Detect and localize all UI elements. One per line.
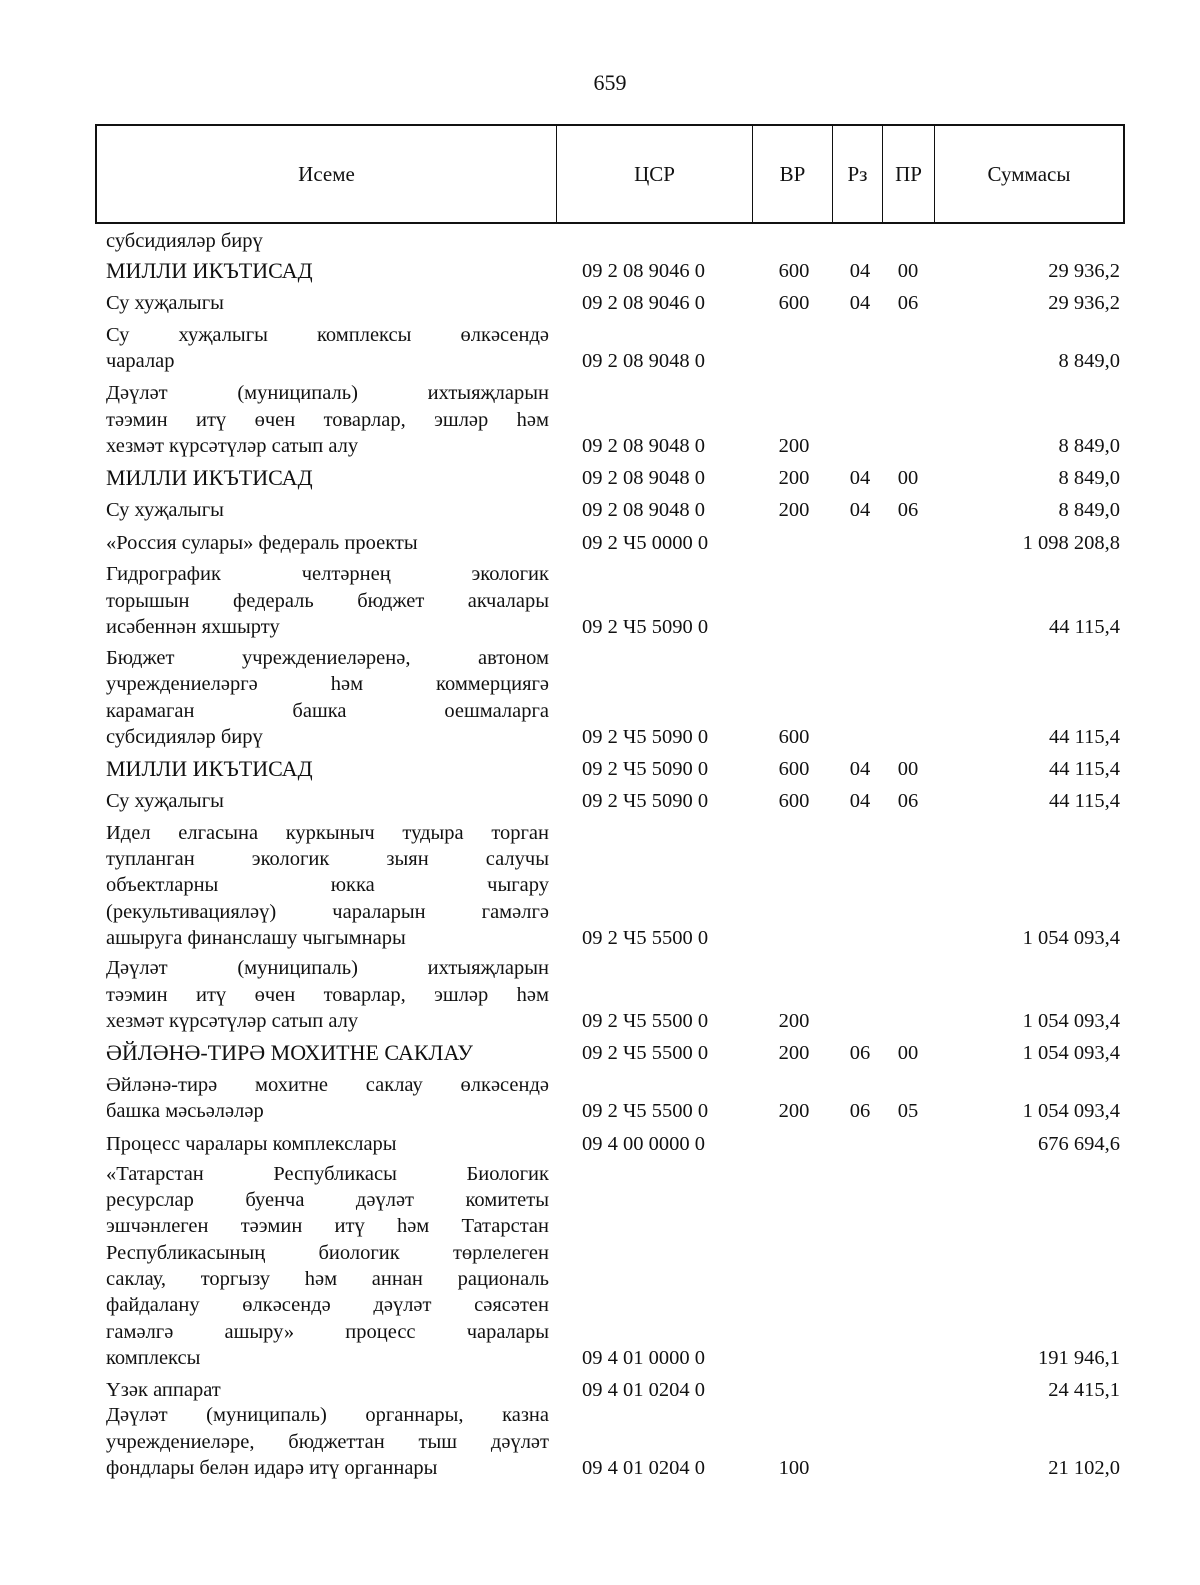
row-name-line: субсидияләр бирү: [106, 230, 263, 252]
row-sum: 29 936,2: [1048, 292, 1120, 314]
row-name: [106, 228, 549, 254]
row-sum: 1 054 093,4: [1022, 926, 1120, 949]
row-rz: 06: [849, 1099, 871, 1122]
row-rz: 04: [849, 292, 871, 314]
row-sum: 1 054 093,4: [1022, 1042, 1120, 1064]
row-name: [106, 756, 549, 782]
row-name-line: учреждениеләргә һәм коммерциягә: [106, 673, 549, 696]
row-name-line: Гидрографик челтәрнең экологик: [106, 563, 549, 586]
row-name-line: объектларны юкка чыгару: [106, 874, 549, 897]
table-row: [0, 1377, 1200, 1403]
table-row: [0, 465, 1200, 491]
row-csr: 09 4 01 0000 0: [582, 1346, 705, 1369]
table-row: [0, 497, 1200, 523]
header-sum: Суммасы: [987, 161, 1071, 186]
row-name-line: Су хуҗалыгы: [106, 499, 224, 521]
row-name-line: комплексы: [106, 1346, 201, 1369]
row-pr: 00: [897, 467, 919, 489]
row-name: [106, 322, 549, 375]
row-name-line: башка мәсьәләләр: [106, 1099, 264, 1122]
row-name: [106, 1402, 549, 1481]
row-name-line: тәэмин итү өчен товарлар, эшләр һәм: [106, 408, 549, 431]
table-row: [0, 788, 1200, 814]
table-row: [0, 820, 1200, 952]
row-rz: 04: [849, 260, 871, 282]
row-pr: 00: [897, 260, 919, 282]
row-name-line: тәэмин итү өчен товарлар, эшләр һәм: [106, 983, 549, 1006]
row-name: [106, 290, 549, 316]
table-row: [0, 1040, 1200, 1066]
table-row: [0, 1131, 1200, 1157]
row-sum: 21 102,0: [1048, 1456, 1120, 1479]
row-sum: 8 849,0: [1058, 434, 1120, 457]
row-sum: 191 946,1: [1038, 1346, 1120, 1369]
table-row: [0, 645, 1200, 750]
header-name: Исеме: [97, 126, 557, 222]
row-sum: 29 936,2: [1048, 260, 1120, 282]
row-name: [106, 1161, 549, 1371]
row-name-line: Су хуҗалыгы комплексы өлкәсендә: [106, 323, 549, 346]
row-name-line: тупланган экологик зыян салучы: [106, 848, 549, 871]
table-row: [0, 955, 1200, 1034]
row-name-line: Су хуҗалыгы: [106, 790, 224, 812]
row-name-line: Дәүләт (муниципаль) ихтыяҗларын: [106, 382, 549, 405]
row-name-line: «Россия сулары» федераль проекты: [106, 532, 418, 554]
row-name-line: исәбеннән яхшырту: [106, 615, 280, 638]
row-sum: 676 694,6: [1038, 1133, 1120, 1155]
table-row: [0, 756, 1200, 782]
row-pr: 06: [897, 292, 919, 314]
row-csr: 09 2 Ч5 0000 0: [582, 532, 709, 554]
row-csr: 09 4 01 0204 0: [582, 1456, 705, 1479]
table-row: [0, 561, 1200, 640]
row-name-line: Идел елгасына куркыныч тудыра торган: [106, 821, 549, 844]
row-name: [106, 1131, 549, 1157]
row-csr: 09 2 Ч5 5090 0: [582, 758, 709, 780]
row-vr: 200: [778, 1042, 810, 1064]
row-sum: 44 115,4: [1049, 790, 1120, 812]
row-csr: 09 2 08 9048 0: [582, 467, 705, 489]
row-name-line: Процесс чаралары комплекслары: [106, 1133, 397, 1155]
row-name: [106, 1377, 549, 1403]
row-name: [106, 561, 549, 640]
row-sum: 44 115,4: [1049, 615, 1120, 638]
row-name-line: Республикасының биологик төрлелеген: [106, 1241, 549, 1264]
row-vr: 100: [778, 1456, 810, 1479]
row-vr: 200: [778, 467, 810, 489]
row-name-line: фондлары белән идарә итү органнары: [106, 1456, 438, 1479]
table-row: [0, 290, 1200, 316]
row-vr: 600: [778, 260, 810, 282]
table-row: [0, 380, 1200, 459]
row-csr: 09 2 Ч5 5090 0: [582, 790, 709, 812]
row-rz: 06: [849, 1042, 871, 1064]
row-name-line: Әйләнә-тирә мохитне саклау өлкәсендә: [106, 1073, 549, 1096]
row-vr: 200: [778, 499, 810, 521]
row-name-line: МИЛЛИ ИКЪТИСАД: [106, 465, 313, 490]
row-pr: 00: [897, 758, 919, 780]
row-name-line: МИЛЛИ ИКЪТИСАД: [106, 258, 313, 283]
row-name-line: карамаган башка оешмаларга: [106, 699, 549, 722]
row-name-line: Дәүләт (муниципаль) органнары, казна: [106, 1404, 549, 1427]
row-sum: 24 415,1: [1048, 1379, 1120, 1401]
row-vr: 200: [778, 1099, 810, 1122]
row-sum: 1 054 093,4: [1022, 1009, 1120, 1032]
row-name-line: файдалану өлкәсендә дәүләт сәясәтен: [106, 1294, 549, 1317]
row-name-line: МИЛЛИ ИКЪТИСАД: [106, 756, 313, 781]
table-row: [0, 258, 1200, 284]
row-name: [106, 1040, 549, 1066]
row-name-line: саклау, торгызу һәм аннан рациональ: [106, 1268, 549, 1291]
row-name-line: чаралар: [106, 349, 175, 372]
row-vr: 200: [778, 434, 810, 457]
table-row: [0, 530, 1200, 556]
row-pr: 06: [897, 790, 919, 812]
row-name-line: Бюджет учреждениеләренә, автоном: [106, 647, 549, 670]
row-csr: 09 2 Ч5 5090 0: [582, 725, 709, 748]
row-rz: 04: [849, 467, 871, 489]
row-name: [106, 258, 549, 284]
row-sum: 1 054 093,4: [1022, 1099, 1120, 1122]
row-name: [106, 820, 549, 951]
row-vr: 200: [778, 1009, 810, 1032]
row-sum: 8 849,0: [1058, 499, 1120, 521]
row-csr: 09 2 Ч5 5500 0: [582, 1009, 709, 1032]
row-csr: 09 2 08 9046 0: [582, 260, 705, 282]
header-pr: ПР: [883, 126, 935, 222]
table-row: [0, 322, 1200, 375]
row-name-line: (рекультивацияләү) чараларын гамәлгә: [106, 900, 549, 923]
row-name: [106, 645, 549, 750]
row-csr: 09 4 01 0204 0: [582, 1379, 705, 1401]
row-csr: 09 2 08 9046 0: [582, 292, 705, 314]
row-name-line: учреждениеләре, бюджеттан тыш дәүләт: [106, 1430, 549, 1453]
row-name: [106, 530, 549, 556]
row-csr: 09 2 08 9048 0: [582, 499, 705, 521]
row-name-line: хезмәт күрсәтүләр сатып алу: [106, 434, 359, 457]
row-sum: 1 098 208,8: [1022, 532, 1120, 554]
row-name: [106, 497, 549, 523]
row-name-line: гамәлгә ашыру» процесс чаралары: [106, 1320, 549, 1343]
row-vr: 600: [778, 292, 810, 314]
row-name: [106, 955, 549, 1034]
table-row: [0, 228, 1200, 254]
row-pr: 05: [897, 1099, 919, 1122]
row-name-line: «Татарстан Республикасы Биологик: [106, 1162, 549, 1185]
header-vr: ВР: [753, 126, 833, 222]
row-pr: 00: [897, 1042, 919, 1064]
row-name-line: субсидияләр бирү: [106, 725, 263, 748]
row-csr: 09 2 08 9048 0: [582, 434, 705, 457]
row-name: [106, 788, 549, 814]
row-name-line: торышын федераль бюджет акчалары: [106, 589, 549, 612]
row-csr: 09 4 00 0000 0: [582, 1133, 705, 1155]
row-name: [106, 380, 549, 459]
row-vr: 600: [778, 725, 810, 748]
row-name-line: эшчәнлеген тәэмин итү һәм Татарстан: [106, 1215, 549, 1238]
row-csr: 09 2 08 9048 0: [582, 349, 705, 372]
row-sum: 44 115,4: [1049, 758, 1120, 780]
row-name-line: ӘЙЛӘНӘ-ТИРӘ МОХИТНЕ САКЛАУ: [106, 1040, 473, 1065]
row-sum: 44 115,4: [1049, 725, 1120, 748]
row-csr: 09 2 Ч5 5500 0: [582, 1042, 709, 1064]
row-csr: 09 2 Ч5 5500 0: [582, 1099, 709, 1122]
row-sum: 8 849,0: [1058, 349, 1120, 372]
row-name: [106, 1072, 549, 1125]
row-name-line: ашыруга финанслашу чыгымнары: [106, 926, 406, 949]
row-vr: 600: [778, 790, 810, 812]
row-vr: 600: [778, 758, 810, 780]
row-sum: 8 849,0: [1058, 467, 1120, 489]
row-rz: 04: [849, 758, 871, 780]
row-name-line: Су хуҗалыгы: [106, 292, 224, 314]
row-pr: 06: [897, 499, 919, 521]
page-number: 659: [593, 70, 627, 95]
table-row: [0, 1072, 1200, 1125]
row-csr: 09 2 Ч5 5500 0: [582, 926, 709, 949]
table-row: [0, 1161, 1200, 1371]
header-rz: Рз: [833, 126, 883, 222]
row-name-line: ресурслар буенча дәүләт комитеты: [106, 1189, 549, 1212]
row-name-line: хезмәт күрсәтүләр сатып алу: [106, 1009, 359, 1032]
row-rz: 04: [849, 499, 871, 521]
header-csr: ЦСР: [557, 126, 753, 222]
row-csr: 09 2 Ч5 5090 0: [582, 615, 709, 638]
row-name-line: Үзәк аппарат: [106, 1379, 221, 1401]
row-rz: 04: [849, 790, 871, 812]
row-name-line: Дәүләт (муниципаль) ихтыяҗларын: [106, 957, 549, 980]
table-row: [0, 1402, 1200, 1481]
row-name: [106, 465, 549, 491]
